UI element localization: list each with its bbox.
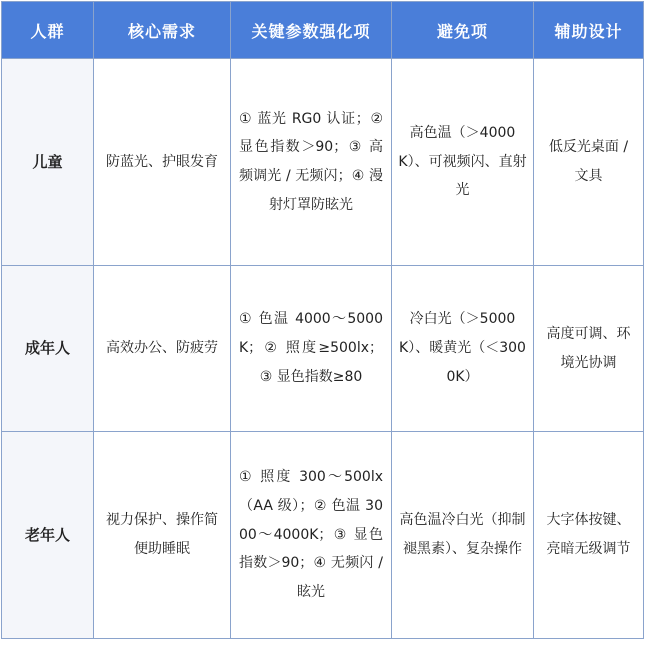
need-text: 防蓝光、护眼发育 <box>106 153 218 170</box>
header-avoid: 避免项 <box>392 2 534 59</box>
table-row <box>2 432 644 639</box>
avoid-text: 高色温冷白光（抑制褪黑素）、复杂操作 <box>399 512 526 557</box>
aux-text: 高度可调、环境光协调 <box>546 325 631 371</box>
group-cell <box>2 59 94 266</box>
need-text: 高效办公、防疲劳 <box>106 340 218 357</box>
aux-cell <box>534 266 644 432</box>
params-cell <box>231 266 392 432</box>
group-label: 老年人 <box>24 525 70 544</box>
avoid-cell <box>392 59 534 266</box>
need-cell <box>94 59 231 266</box>
group-cell <box>2 266 94 432</box>
header-group: 人群 <box>2 2 94 59</box>
group-cell <box>2 432 94 639</box>
aux-text: 低反光桌面 / 文具 <box>548 139 629 184</box>
need-cell <box>94 432 231 639</box>
group-label: 儿童 <box>32 152 63 171</box>
header-key-params: 关键参数强化项 <box>231 2 392 59</box>
aux-cell <box>534 59 644 266</box>
avoid-cell <box>392 266 534 432</box>
params-text: ① 色温 4000～5000K；② 照度≥500lx；③ 显色指数≥80 <box>239 311 383 385</box>
table-row <box>2 59 644 266</box>
params-text: ① 照度 300～500lx（AA 级）；② 色温 3000～4000K；③ 显色指数＞90；④ 无频闪 / 眩光 <box>239 469 383 601</box>
aux-text: 大字体按键、亮暗无级调节 <box>546 512 631 557</box>
params-cell <box>231 432 392 639</box>
lighting-requirements-table <box>1 1 644 639</box>
header-row <box>2 2 644 59</box>
avoid-text: 高色温（＞4000K）、可视频闪、直射光 <box>398 124 527 199</box>
need-cell <box>94 266 231 432</box>
params-text: ① 蓝光 RG0 认证；② 显色指数＞90；③ 高频调光 / 无频闪；④ 漫射灯罩防眩光 <box>239 110 383 213</box>
params-cell <box>231 59 392 266</box>
group-label: 成年人 <box>24 339 70 358</box>
header-aux-design: 辅助设计 <box>534 2 644 59</box>
aux-cell <box>534 432 644 639</box>
avoid-cell <box>392 432 534 639</box>
header-core-need: 核心需求 <box>94 2 231 59</box>
need-text: 视力保护、操作简便助睡眠 <box>106 512 218 557</box>
avoid-text: 冷白光（＞5000K）、暖黄光（＜3000K） <box>399 311 526 385</box>
table-row <box>2 266 644 432</box>
